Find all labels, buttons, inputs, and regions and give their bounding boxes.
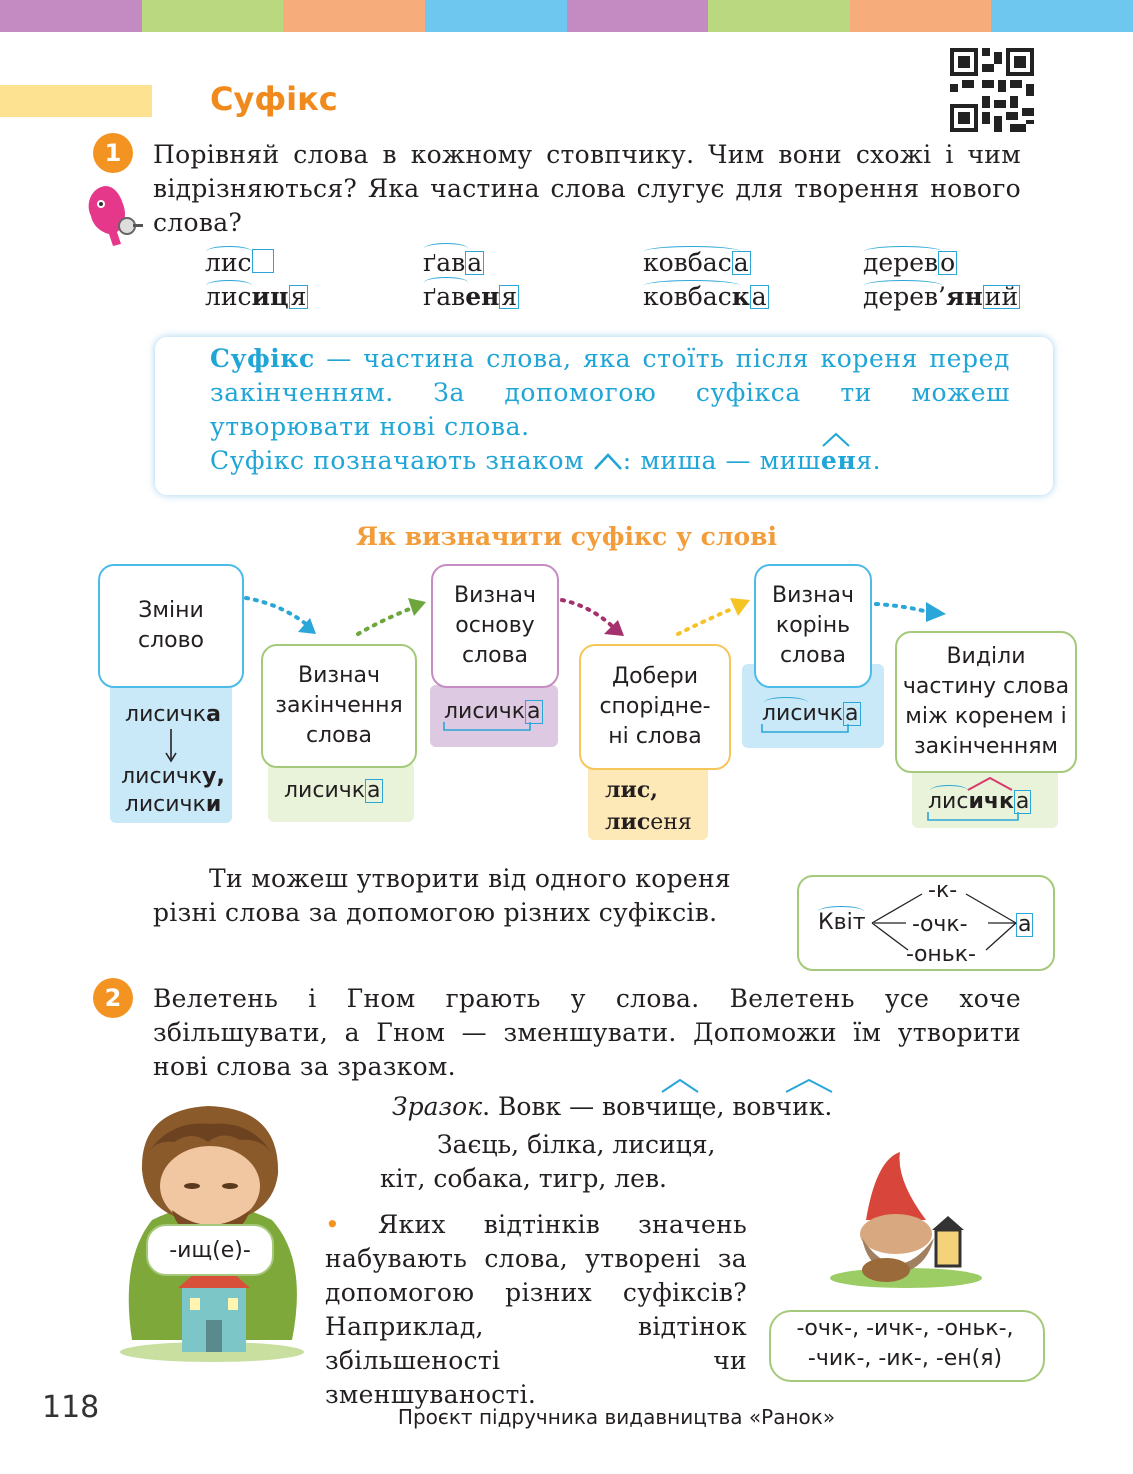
word-1b: лисиця	[205, 282, 307, 311]
tree-lines	[870, 888, 1020, 958]
root-arc	[424, 243, 468, 254]
word-4b: дерев’яний	[863, 282, 1019, 311]
stem-bracket	[926, 808, 1022, 824]
down-arrow-icon	[164, 729, 178, 763]
exercise-2-question: • Яких відтінків значень набувають слова, утворені за допомогою різних суфіксів? Наприклад, відтінок збільшеності чи зменшуваності.	[325, 1210, 747, 1409]
top-color-bar	[0, 0, 1133, 32]
section-tab	[0, 85, 152, 117]
root-arc	[864, 280, 942, 291]
root-arc	[644, 246, 740, 257]
footer-text: Проєкт підручника видавництва «Ранок»	[397, 1405, 836, 1429]
gnome-illustration	[826, 1150, 986, 1290]
root-arc	[864, 246, 942, 257]
dotted-arrow-icon	[240, 588, 324, 638]
word-3b: ковбаска	[643, 282, 767, 311]
page-number: 118	[42, 1390, 100, 1425]
word-3a: ковбаса	[643, 248, 749, 277]
step2-box: Визнач закінчення слова	[261, 644, 417, 768]
bullet-icon: •	[325, 1210, 379, 1239]
task-words-line2: кіт, собака, тигр, лев.	[380, 1164, 667, 1193]
step4-example-word: лисеня	[605, 809, 692, 835]
exercise-2-text: Велетень і Гном грають у слова. Велетень усе хоче збільшувати, а Гном — зменшувати. Допоможи їм утворити нові слова за зразком.	[153, 984, 1021, 1081]
ending-box	[252, 249, 274, 273]
tree-suffix: -к-	[928, 878, 958, 903]
suffix-sign-icon	[966, 776, 1014, 792]
step3-example-word: лисичка	[444, 699, 541, 724]
root-arc	[930, 785, 968, 796]
root-arc	[206, 280, 252, 291]
step5-box: Визнач корінь слова	[754, 564, 872, 688]
tree-ending: а	[1018, 912, 1032, 937]
tree-suffix: -очк-	[912, 912, 968, 937]
step1-example-word: лисичка	[125, 702, 221, 727]
dotted-arrow-icon	[672, 594, 756, 640]
dotted-arrow-icon	[870, 594, 950, 628]
gnome-suffix-line2: -чик-, -ик-, -ен(я)	[807, 1346, 1003, 1371]
step2-example-word: лисичка	[284, 778, 381, 803]
giant-suffix-tag: -ищ(е)-	[146, 1224, 274, 1276]
stem-bracket	[760, 720, 852, 736]
step6-box: Виділи частину слова між коренем і закінченням	[895, 631, 1077, 773]
rule-definition: Суфікс — частина слова, яка стоїть після кореня перед закінченням. За допомогою суфікса ти можеш утворювати нові слова.	[210, 344, 1010, 441]
step3-box: Визнач основу слова	[431, 564, 559, 688]
stem-bracket	[442, 718, 534, 734]
step1-example-word: лисичку,	[121, 764, 225, 789]
step1-box: Зміни слово	[98, 564, 244, 688]
suffix-sign-icon	[593, 446, 623, 466]
exercise-number-2: 2	[93, 978, 133, 1018]
tree-suffix: -оньк-	[906, 942, 976, 967]
exercise-number-1: 1	[93, 133, 133, 173]
note-text: Ти можеш утворити від одного кореня різні слова за допомогою різних суфіксів.	[153, 864, 731, 927]
step6-example-word: лисичка	[928, 789, 1030, 814]
task-words-line1: Заєць, білка, лисиця,	[437, 1130, 716, 1159]
word-4a: дерево	[863, 248, 956, 277]
step1-example-word: лисички	[124, 792, 222, 817]
root-arc	[818, 906, 864, 917]
root-arc	[424, 277, 468, 288]
sample-line: Зразок. Вовк — вовчищ е, вовчик .	[392, 1092, 832, 1122]
flow-heading: Як визначити суфікс у слові	[355, 522, 778, 551]
qr-code-icon[interactable]	[950, 48, 1034, 132]
page-title: Суфікс	[210, 80, 338, 118]
step5-example-word: лисичка	[762, 701, 859, 726]
root-arc	[644, 280, 740, 291]
tree-root: Квіт	[818, 910, 866, 935]
root-arc	[206, 246, 252, 257]
word-2a: ґава	[423, 248, 483, 277]
rule-notation: Суфікс позначають знаком : миша — мишен я.	[210, 444, 1010, 478]
word-2b: ґавеня	[423, 282, 518, 311]
root-arc	[764, 697, 808, 708]
word-1a: лис	[205, 248, 274, 278]
step4-example-word: лис,	[605, 777, 658, 803]
magnifier-character-icon	[83, 182, 143, 248]
gnome-suffix-line1: -очк-, -ичк-, -оньк-,	[796, 1316, 1014, 1341]
step4-box: Добери спорідне-ні слова	[579, 644, 731, 770]
dotted-arrow-icon	[556, 592, 632, 642]
dotted-arrow-icon	[352, 594, 432, 640]
exercise-1-text: Порівняй слова в кожному стовпчику. Чим вони схожі і чим відрізняються? Яка частина слова слугує для творення нового слова?	[153, 140, 1021, 237]
